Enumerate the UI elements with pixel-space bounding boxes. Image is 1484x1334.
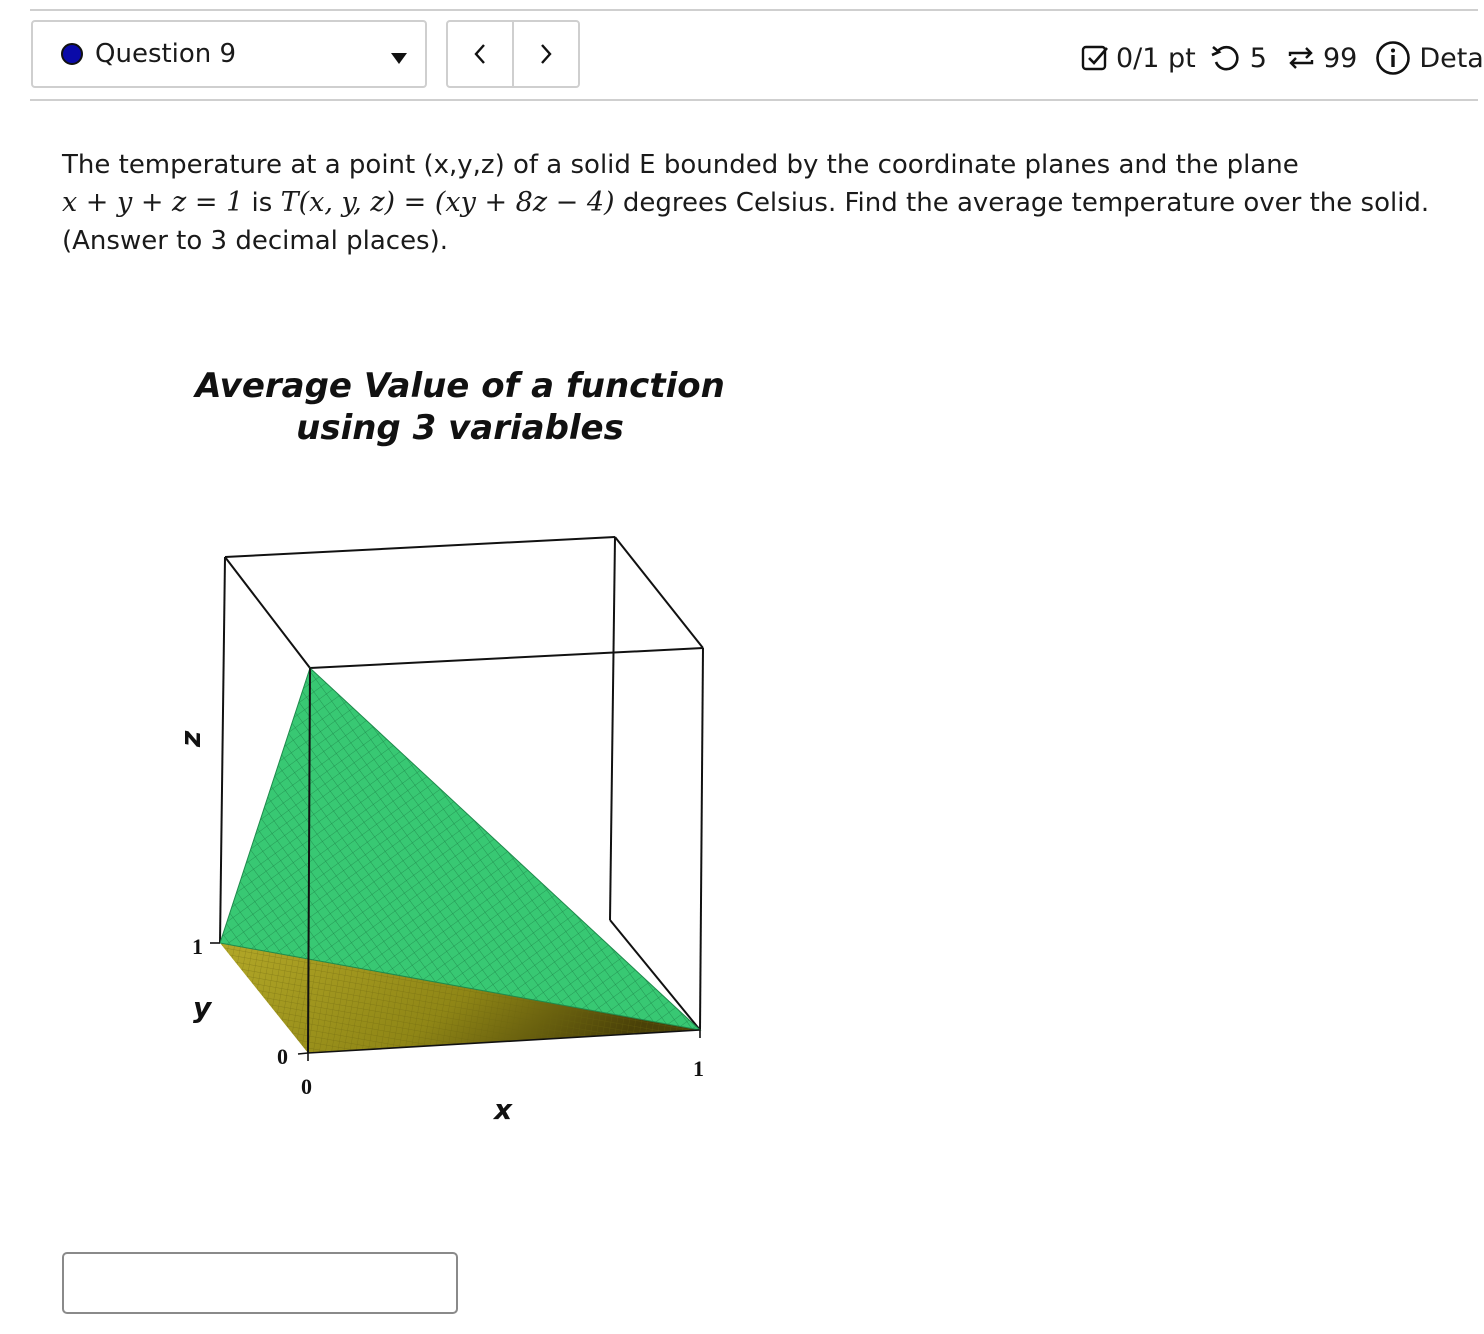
info-icon <box>1375 40 1411 76</box>
figure-title-line-1: Average Value of a function <box>195 366 725 406</box>
question-line-2-rest: degrees Celsius. Find the average temperature over the solid. <box>614 188 1430 218</box>
x-axis-label: x <box>494 1093 513 1126</box>
submissions-count: 99 <box>1322 42 1358 74</box>
x-tick-1: 1 <box>693 1056 704 1081</box>
x-tick-0: 0 <box>301 1074 312 1099</box>
y-tick-0: 0 <box>277 1044 288 1069</box>
plane-equation: x + y + z = 1 <box>62 187 244 218</box>
z-axis-label: z <box>174 730 207 747</box>
submissions-indicator <box>1285 43 1357 74</box>
retries-count: 5 <box>1249 42 1267 74</box>
question-status-dot <box>61 43 83 65</box>
figure-title-line-2: using 3 variables <box>296 408 624 448</box>
chevron-right-icon <box>538 42 554 66</box>
question-label: Question 9 <box>95 39 237 69</box>
y-axis-label: y <box>193 991 212 1024</box>
caret-down-icon <box>391 53 407 64</box>
checkbox-icon <box>1080 43 1110 73</box>
temperature-function: T(x, y, z) = (xy + 8z − 4) <box>280 187 615 218</box>
question-text <box>62 146 1462 260</box>
word-is: is <box>243 188 281 218</box>
undo-icon <box>1210 43 1242 73</box>
question-status-bar <box>1080 33 1484 83</box>
details-label: Deta <box>1419 42 1484 74</box>
plot-3d <box>174 355 740 1135</box>
answer-input[interactable] <box>62 1252 458 1314</box>
question-line-3: (Answer to 3 decimal places). <box>62 226 449 256</box>
retries-indicator <box>1210 43 1267 74</box>
question-line-2 <box>62 184 1462 222</box>
question-line-1: The temperature at a point (x,y,z) of a solid E bounded by the coordinate planes and the plane <box>62 150 1299 180</box>
previous-question-button[interactable] <box>448 22 512 86</box>
next-question-button[interactable] <box>512 22 578 86</box>
header-divider <box>30 99 1478 101</box>
solid-figure <box>174 355 740 1135</box>
score-indicator <box>1080 43 1196 74</box>
question-select[interactable] <box>31 20 427 88</box>
score-text: 0/1 pt <box>1116 42 1196 74</box>
details-button[interactable] <box>1375 40 1484 76</box>
y-tick-1: 1 <box>192 934 203 959</box>
repeat-icon <box>1285 43 1317 73</box>
top-divider <box>30 9 1478 11</box>
question-nav <box>446 20 580 88</box>
chevron-left-icon <box>472 42 488 66</box>
